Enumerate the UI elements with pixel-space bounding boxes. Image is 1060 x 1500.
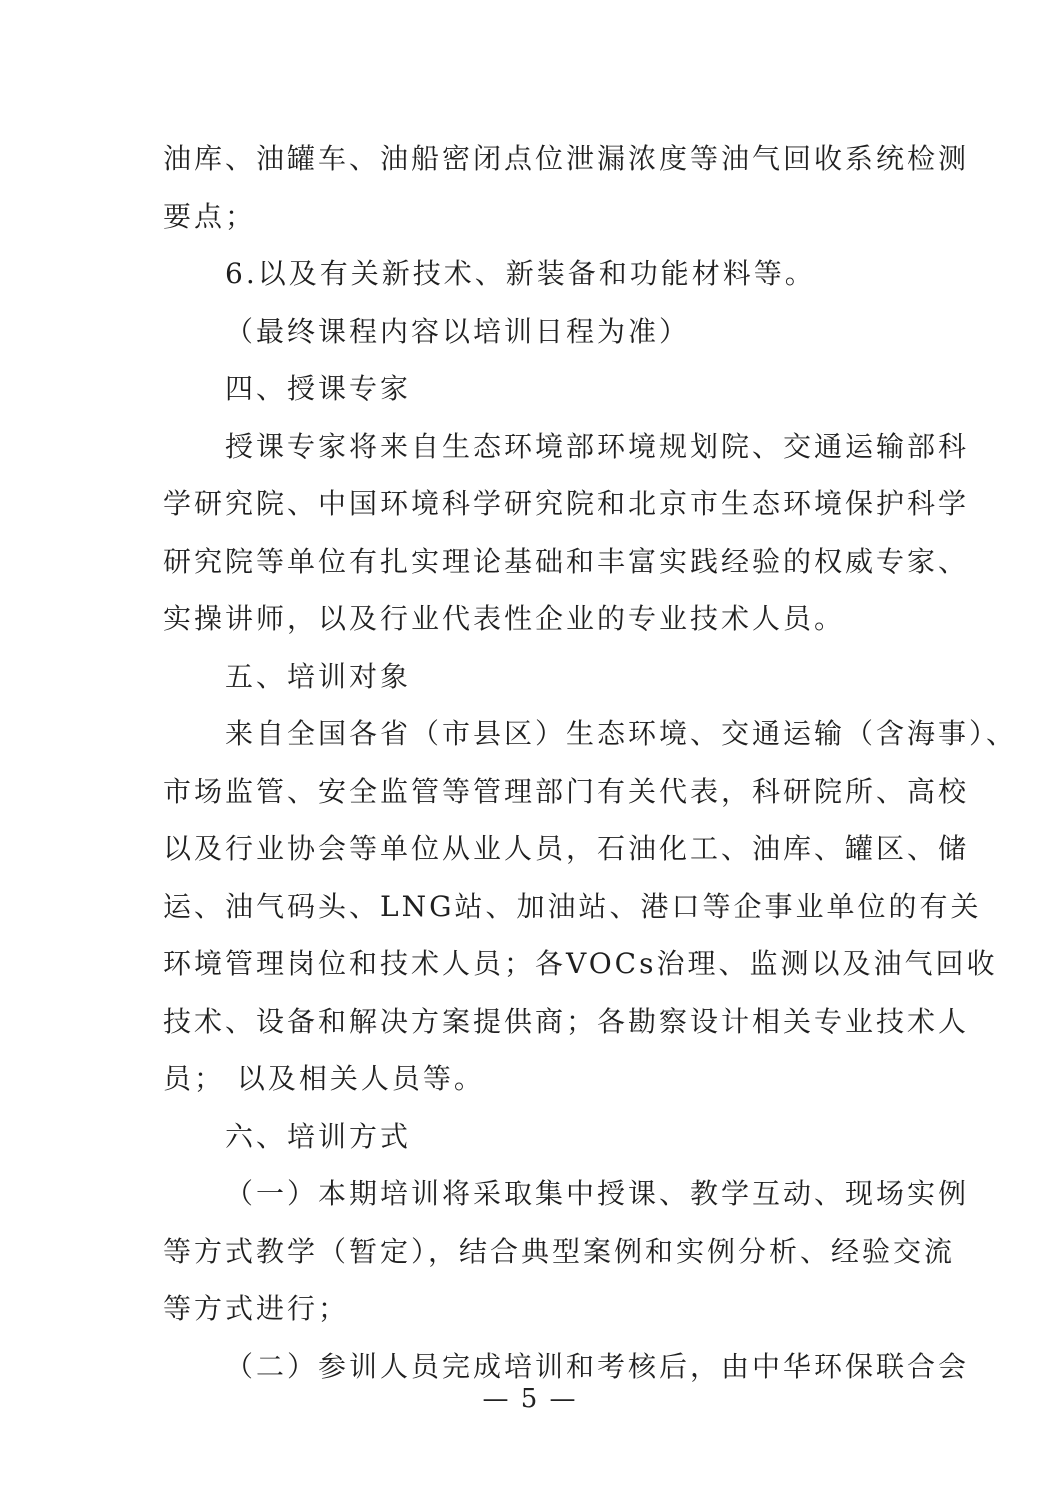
body-line: 研究院等单位有扎实理论基础和丰富实践经验的权威专家、 xyxy=(163,544,970,578)
note-line: （最终课程内容以培训日程为准） xyxy=(225,314,691,348)
section-heading: 四、授课专家 xyxy=(225,372,412,405)
section-heading: 五、培训对象 xyxy=(225,659,412,693)
body-line: 等方式教学（暂定），结合典型案例和实例分析、经验交流 xyxy=(163,1234,956,1268)
body-line: 运、油气码头、LNG站、加油站、港口等企事业单位的有关 xyxy=(163,889,982,923)
body-line: 来自全国各省（市县区）生态环境、交通运输（含海事）、 xyxy=(225,717,1018,750)
body-line: 技术、设备和解决方案提供商；各勘察设计相关专业技术人 xyxy=(163,1004,970,1038)
list-item: 6.以及有关新技术、新装备和功能材料等。 xyxy=(225,257,816,290)
section-heading: 六、培训方式 xyxy=(225,1119,412,1153)
body-line: （二）参训人员完成培训和考核后，由中华环保联合会 xyxy=(225,1349,970,1383)
body-line: 等方式进行； xyxy=(163,1292,350,1325)
page-number: — 5 — xyxy=(482,1384,578,1414)
body-line: （一）本期培训将采取集中授课、教学互动、现场实例 xyxy=(225,1177,970,1210)
body-line: 环境管理岗位和技术人员；各VOCs治理、监测以及油气回收 xyxy=(163,947,998,980)
body-line: 油库、油罐车、油船密闭点位泄漏浓度等油气回收系统检测 xyxy=(163,142,970,175)
body-line: 授课专家将来自生态环境部环境规划院、交通运输部科 xyxy=(225,429,970,463)
body-line: 学研究院、中国环境科学研究院和北京市生态环境保护科学 xyxy=(163,487,970,520)
body-line: 要点； xyxy=(163,199,257,233)
body-line: 员； 以及相关人员等。 xyxy=(163,1062,485,1095)
document-body xyxy=(163,130,1018,1395)
body-line: 以及行业协会等单位从业人员，石油化工、油库、罐区、储 xyxy=(163,832,970,865)
body-line: 实操讲师，以及行业代表性企业的专业技术人员。 xyxy=(163,602,846,635)
body-line: 市场监管、安全监管等管理部门有关代表，科研院所、高校 xyxy=(163,774,970,808)
